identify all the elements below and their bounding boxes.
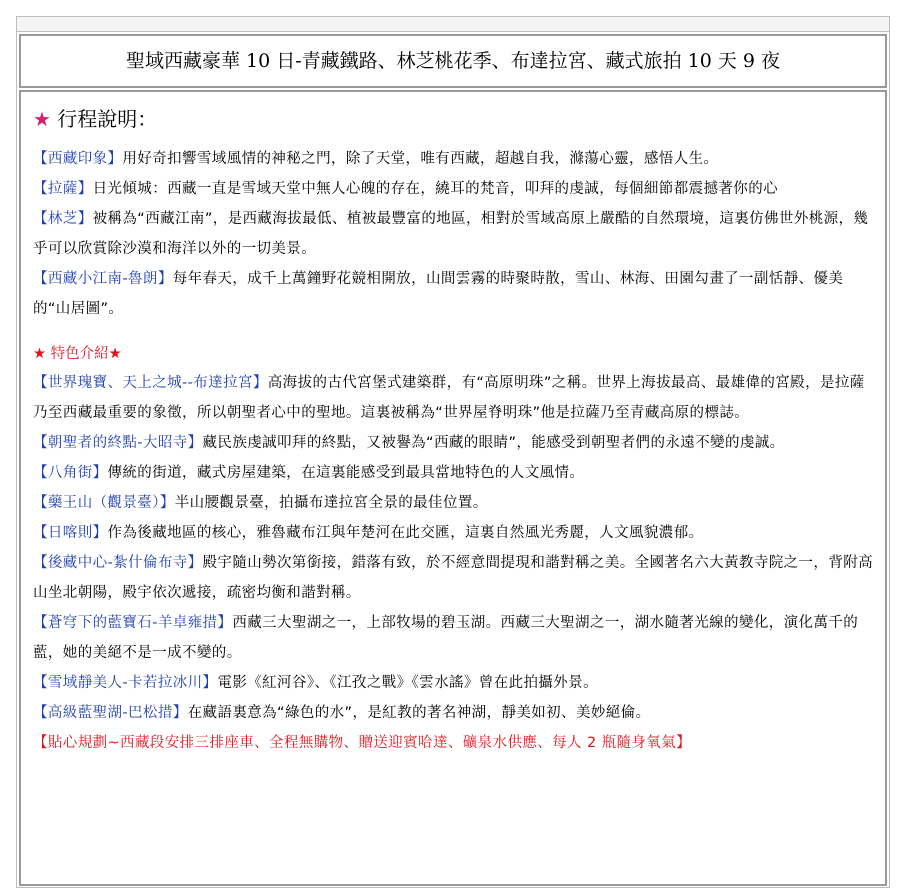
content-box	[19, 90, 887, 886]
item-tag: 【八角街】	[33, 465, 108, 481]
title-box	[19, 34, 887, 88]
itinerary-item-tibet-impression	[33, 144, 875, 174]
feature-item-karola	[33, 668, 875, 698]
itinerary-heading	[33, 100, 875, 138]
tips-note: 【貼心規劃~西藏段安排三排座車、全程無購物、贈送迎賓哈達、礦泉水供應、每人 2 瓶隨身氧氣】	[33, 735, 691, 751]
item-text: 電影《紅河谷》、《江孜之戰》《雲水謠》曾在此拍攝外景。	[217, 675, 598, 691]
item-text: 用好奇扣響雪域風情的神秘之門，除了天堂，唯有西藏，超越自我，滌蕩心靈，感悟人生。	[122, 151, 719, 167]
itinerary-item-lhasa	[33, 174, 875, 204]
item-tag: 【藥王山（觀景臺）】	[33, 495, 175, 511]
item-tag: 【雪域靜美人-卡若拉冰川】	[33, 675, 218, 691]
content-body	[33, 100, 875, 758]
item-tag: 【西藏小江南-魯朗】	[33, 271, 173, 287]
item-text: 每年春天，成千上萬鐘野花競相開放，山間雲霧的時聚時散，雪山、林海、田園勾畫了一副恬靜、優美的“山居圖”。	[33, 271, 844, 317]
itinerary-heading-label: 行程說明：	[57, 107, 158, 131]
itinerary-item-nyingchi	[33, 204, 875, 264]
item-text: 日光傾城：西藏一直是雪域天堂中無人心魄的存在，繞耳的梵音，叩拜的虔誠，每個細節都震撼著你的心	[92, 181, 779, 197]
item-tag: 【日喀則】	[33, 525, 108, 541]
feature-item-shigatse	[33, 518, 875, 548]
item-text: 半山腰觀景臺，拍攝布達拉宮全景的最佳位置。	[174, 495, 488, 511]
feature-item-barkhor	[33, 458, 875, 488]
itinerary-item-lulang	[33, 264, 875, 324]
item-tag: 【西藏印象】	[33, 151, 123, 167]
item-tag: 【蒼穹下的藍寶石-羊卓雍措】	[33, 615, 233, 631]
item-tag: 【林芝】	[33, 211, 93, 227]
page-title: 聖域西藏豪華 10 日-青藏鐵路、林芝桃花季、布達拉宮、藏式旅拍 10 天 9 夜	[125, 49, 781, 72]
feature-item-yamdrok	[33, 608, 875, 668]
item-text: 傳統的街道，藏式房屋建築，在這裏能感受到最具當地特色的人文風情。	[107, 465, 585, 481]
item-tag: 【後藏中心-紮什倫布寺】	[33, 555, 203, 571]
feature-item-potala	[33, 368, 875, 428]
item-tag: 【拉薩】	[33, 181, 93, 197]
feature-item-tashilhunpo	[33, 548, 875, 608]
item-text: 高海拔的古代宮堡式建築群，有“高原明珠”之稱。世界上海拔最高、最雄偉的宮殿，是拉薩乃至西藏最重要的象徵，所以朝聖者心中的聖地。這裏被稱為“世界屋脊明珠”他是拉薩乃至青藏高原的標誌。	[33, 375, 865, 421]
section-gap	[33, 324, 875, 340]
item-text: 藏民族虔誠叩拜的終點，又被譽為“西藏的眼睛”，能感受到朝聖者們的永遠不變的虔誠。	[202, 435, 785, 451]
item-text: 作為後藏地區的核心，雅魯藏布江與年楚河在此交匯，這裏自然風光秀麗，人文風貌濃郁。	[107, 525, 704, 541]
item-text: 西藏三大聖湖之一，上部牧場的碧玉湖。西藏三大聖湖之一，湖水隨著光線的變化，演化萬千的藍，她的美絕不是一成不變的。	[33, 615, 859, 661]
item-text: 在藏語裏意為“綠色的水”，是紅教的著名神湖，靜美如初、美妙絕倫。	[187, 705, 651, 721]
item-tag: 【世界瑰寶、天上之城--布達拉宮】	[33, 375, 268, 391]
item-tag: 【高級藍聖湖-巴松措】	[33, 705, 188, 721]
item-text: 被稱為“西藏江南”，是西藏海拔最低、植被最豐富的地區，相對於雪域高原上嚴酷的自然環境，這裏仿佛世外桃源，幾乎可以欣賞除沙漠和海洋以外的一切美景。	[33, 211, 869, 257]
page-frame	[16, 16, 890, 888]
star-icon: ★	[33, 107, 51, 131]
features-heading: ★ 特色介紹★	[33, 346, 122, 362]
item-text: 殿宇隨山勢次第銜接，錯落有致，於不經意間提現和諧對稱之美。全國著名六大黃教寺院之一，背附高山坐北朝陽，殿宇依次遞接，疏密均衡和諧對稱。	[33, 555, 874, 601]
top-strip	[17, 17, 889, 32]
feature-item-jokhang	[33, 428, 875, 458]
item-tag: 【朝聖者的終點-大昭寺】	[33, 435, 203, 451]
feature-item-basumtso	[33, 698, 875, 728]
feature-item-chakpori	[33, 488, 875, 518]
